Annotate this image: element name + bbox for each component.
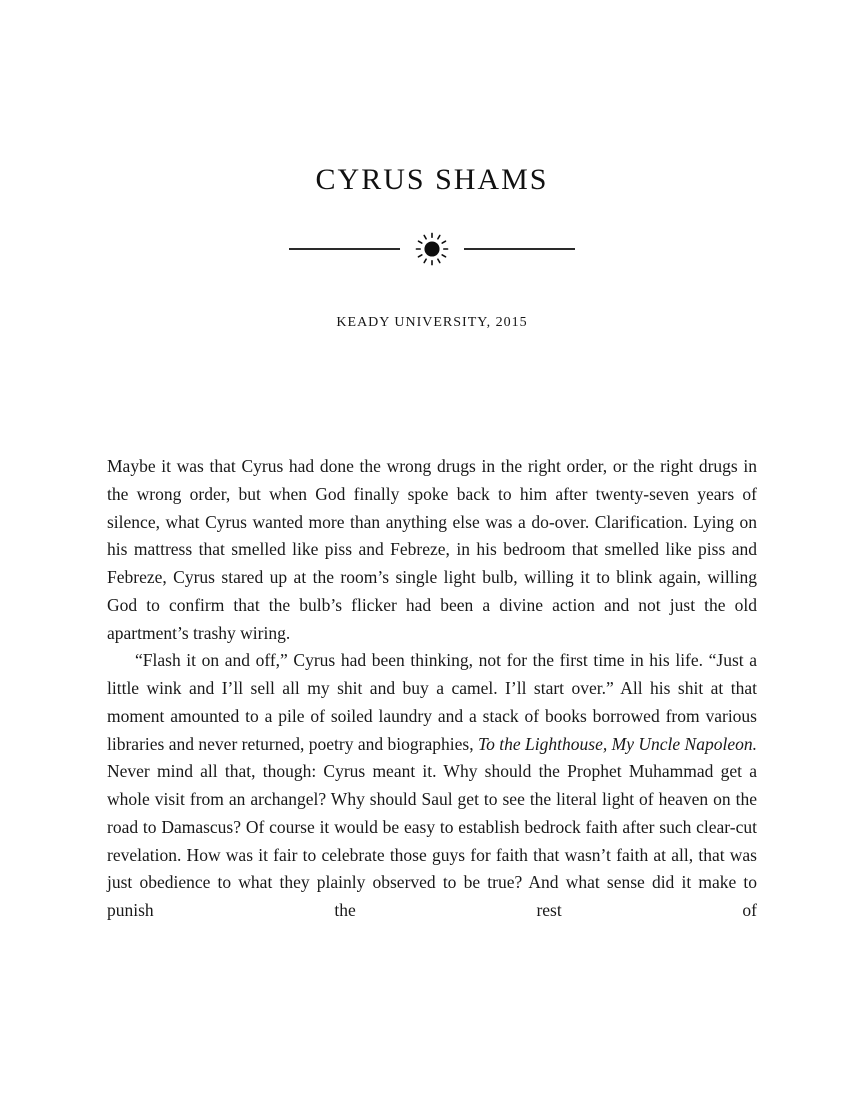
paragraph-2-text-after: Never mind all that, though: Cyrus meant it. Why should the Prophet Muhammad get a whole visit from an archangel? Why should Saul get to see the literal light of heaven on the road to Damascus? Of course it would be easy to establish bedrock faith after such clear-cut revelation. How was it fair to celebrate those guys for faith that wasn’t faith at all, that was just obedience to what they plainly observed to be true? And what sense did it make to punish the rest of <box>107 761 757 920</box>
paragraph-1: Maybe it was that Cyrus had done the wrong drugs in the right order, or the right drugs in the wrong order, but when God finally spoke back to him after twenty-seven years of silence, what Cyrus wanted more than anything else was a do-over. Clarification. Lying on his mattress that smelled like piss and Febreze, in his bedroom that smelled like piss and Febreze, Cyrus stared up at the room’s single light bulb, willing it to blink again, willing God to confirm that the bulb’s flicker had been a divine action and not just the old apartment’s trashy wiring. <box>107 456 757 643</box>
chapter-subtitle: KEADY UNIVERSITY, 2015 <box>336 315 528 330</box>
paragraph-2-text-before: “Flash it on and off,” Cyrus had been thinking, not for the first time in his life. “Just a little wink and I’ll sell all my shit and buy a camel. I’ll start over.” All his shit at that moment amounted to a pile of soiled laundry and a stack of books borrowed from various libraries and never returned, poetry and biographies, <box>107 650 757 754</box>
divider-rule-right <box>464 248 575 250</box>
ornament-divider <box>107 232 757 266</box>
body-text <box>107 453 757 925</box>
chapter-title: CYRUS SHAMS <box>315 163 549 196</box>
divider-rule-left <box>289 248 400 250</box>
book-titles-italic: To the Lighthouse, My Uncle Napoleon. <box>477 733 757 754</box>
paragraph-2 <box>107 647 757 925</box>
sun-icon <box>415 232 449 266</box>
